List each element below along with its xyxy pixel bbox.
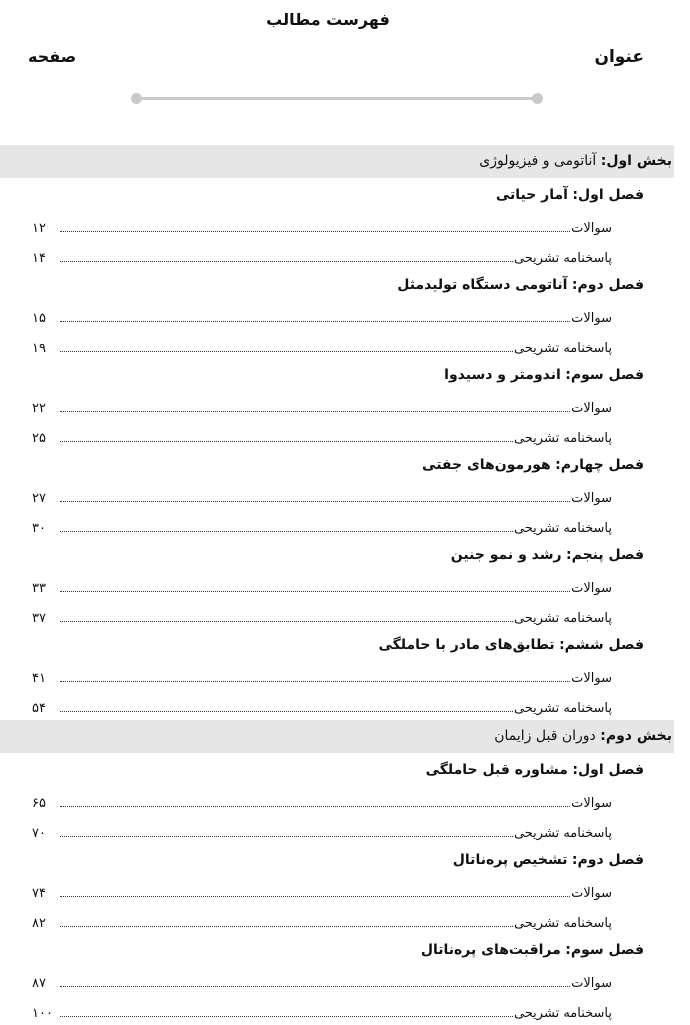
toc-entry[interactable] bbox=[0, 995, 674, 1025]
entry-label: سوالات bbox=[571, 671, 612, 686]
chapter-name: رشد و نمو جنین bbox=[450, 547, 562, 563]
chapter-heading[interactable] bbox=[0, 360, 674, 390]
entry-page-number: ۴۱ bbox=[32, 671, 46, 686]
chapter-heading[interactable] bbox=[0, 630, 674, 660]
entry-label: سوالات bbox=[571, 221, 612, 236]
entry-label: پاسخنامه تشریحی bbox=[513, 251, 612, 266]
chapter-name: تطابق‌های مادر با حاملگی bbox=[378, 637, 555, 653]
toc-entry[interactable] bbox=[0, 330, 674, 360]
chapter-heading[interactable] bbox=[0, 935, 674, 965]
divider-dot-left bbox=[131, 93, 142, 104]
entry-page-number: ۱۹ bbox=[32, 341, 46, 356]
toc-entry[interactable] bbox=[0, 390, 674, 420]
chapter-name: آناتومی دستگاه تولیدمثل bbox=[397, 277, 568, 293]
entry-label: سوالات bbox=[571, 311, 612, 326]
dot-leader bbox=[60, 1016, 513, 1017]
chapter-label: فصل اول: bbox=[572, 187, 644, 203]
dot-leader bbox=[60, 261, 513, 262]
chapter-label: فصل سوم: bbox=[565, 942, 644, 958]
toc-entry[interactable] bbox=[0, 905, 674, 935]
part-label: بخش اول: bbox=[600, 153, 672, 169]
chapter-name: اندومتر و دسیدوا bbox=[444, 367, 561, 383]
toc-entry[interactable] bbox=[0, 815, 674, 845]
column-heading-title: عنوان bbox=[594, 47, 644, 67]
chapter-name: هورمون‌های جفتی bbox=[422, 457, 551, 473]
part-heading[interactable] bbox=[0, 145, 674, 178]
entry-label: پاسخنامه تشریحی bbox=[513, 431, 612, 446]
entry-label: پاسخنامه تشریحی bbox=[513, 521, 612, 536]
column-heading-page: صفحه bbox=[28, 47, 77, 66]
toc-entry[interactable] bbox=[0, 210, 674, 240]
chapter-heading[interactable] bbox=[0, 180, 674, 210]
entry-label: سوالات bbox=[571, 976, 612, 991]
entry-label: سوالات bbox=[571, 401, 612, 416]
chapter-name: آمار حیاتی bbox=[495, 187, 568, 203]
dot-leader bbox=[60, 321, 570, 322]
entry-page-number: ۲۷ bbox=[32, 491, 46, 506]
table-of-contents bbox=[0, 145, 674, 1025]
dot-leader bbox=[60, 681, 570, 682]
chapter-label: فصل ششم: bbox=[559, 637, 644, 653]
entry-label: پاسخنامه تشریحی bbox=[513, 611, 612, 626]
dot-leader bbox=[60, 531, 513, 532]
chapter-heading[interactable] bbox=[0, 450, 674, 480]
entry-page-number: ۸۲ bbox=[32, 916, 46, 931]
chapter-label: فصل اول: bbox=[572, 762, 644, 778]
dot-leader bbox=[60, 806, 570, 807]
chapter-heading[interactable] bbox=[0, 755, 674, 785]
entry-label: پاسخنامه تشریحی bbox=[513, 701, 612, 716]
chapter-heading[interactable] bbox=[0, 270, 674, 300]
chapter-heading[interactable] bbox=[0, 540, 674, 570]
entry-page-number: ۶۵ bbox=[32, 796, 46, 811]
toc-entry[interactable] bbox=[0, 690, 674, 720]
chapter-label: فصل دوم: bbox=[571, 277, 644, 293]
chapter-label: فصل پنجم: bbox=[566, 547, 644, 563]
divider-dot-right bbox=[532, 93, 543, 104]
dot-leader bbox=[60, 501, 570, 502]
entry-page-number: ۱۰۰ bbox=[32, 1006, 53, 1021]
entry-page-number: ۷۰ bbox=[32, 826, 46, 841]
toc-entry[interactable] bbox=[0, 785, 674, 815]
toc-entry[interactable] bbox=[0, 300, 674, 330]
toc-entry[interactable] bbox=[0, 965, 674, 995]
dot-leader bbox=[60, 896, 570, 897]
dot-leader bbox=[60, 621, 513, 622]
part-name: آناتومی و فیزیولوژی bbox=[479, 153, 597, 169]
entry-label: پاسخنامه تشریحی bbox=[513, 341, 612, 356]
dot-leader bbox=[60, 986, 570, 987]
dot-leader bbox=[60, 591, 570, 592]
dot-leader bbox=[60, 231, 570, 232]
part-heading[interactable] bbox=[0, 720, 674, 753]
chapter-name: مراقبت‌های پره‌ناتال bbox=[420, 942, 561, 958]
toc-entry[interactable] bbox=[0, 420, 674, 450]
dot-leader bbox=[60, 836, 513, 837]
toc-entry[interactable] bbox=[0, 600, 674, 630]
toc-entry[interactable] bbox=[0, 240, 674, 270]
toc-entry[interactable] bbox=[0, 480, 674, 510]
entry-page-number: ۳۷ bbox=[32, 611, 46, 626]
chapter-name: مشاوره قبل حاملگی bbox=[425, 762, 568, 778]
entry-label: سوالات bbox=[571, 886, 612, 901]
entry-page-number: ۱۲ bbox=[32, 221, 46, 236]
entry-page-number: ۳۰ bbox=[32, 521, 46, 536]
chapter-label: فصل دوم: bbox=[571, 852, 644, 868]
dot-leader bbox=[60, 711, 513, 712]
dot-leader bbox=[60, 926, 513, 927]
dot-leader bbox=[60, 411, 570, 412]
entry-page-number: ۳۳ bbox=[32, 581, 46, 596]
chapter-heading[interactable] bbox=[0, 845, 674, 875]
part-label: بخش دوم: bbox=[600, 728, 672, 744]
toc-entry[interactable] bbox=[0, 660, 674, 690]
chapter-label: فصل سوم: bbox=[565, 367, 644, 383]
divider-bar bbox=[136, 97, 538, 100]
entry-page-number: ۸۷ bbox=[32, 976, 46, 991]
entry-label: سوالات bbox=[571, 796, 612, 811]
entry-page-number: ۷۴ bbox=[32, 886, 46, 901]
entry-label: سوالات bbox=[571, 491, 612, 506]
entry-page-number: ۵۴ bbox=[32, 701, 46, 716]
toc-entry[interactable] bbox=[0, 570, 674, 600]
page-title: فهرست مطالب bbox=[266, 10, 390, 29]
part-name: دوران قبل زایمان bbox=[494, 728, 596, 744]
entry-page-number: ۲۲ bbox=[32, 401, 46, 416]
toc-entry[interactable] bbox=[0, 875, 674, 905]
entry-label: سوالات bbox=[571, 581, 612, 596]
entry-page-number: ۱۵ bbox=[32, 311, 46, 326]
entry-label: پاسخنامه تشریحی bbox=[513, 1006, 612, 1021]
entry-label: پاسخنامه تشریحی bbox=[513, 826, 612, 841]
entry-label: پاسخنامه تشریحی bbox=[513, 916, 612, 931]
entry-page-number: ۱۴ bbox=[32, 251, 46, 266]
entry-page-number: ۲۵ bbox=[32, 431, 46, 446]
dot-leader bbox=[60, 351, 513, 352]
dot-leader bbox=[60, 441, 513, 442]
chapter-label: فصل چهارم: bbox=[555, 457, 644, 473]
chapter-name: تشخیص پره‌ناتال bbox=[452, 852, 568, 868]
toc-entry[interactable] bbox=[0, 510, 674, 540]
